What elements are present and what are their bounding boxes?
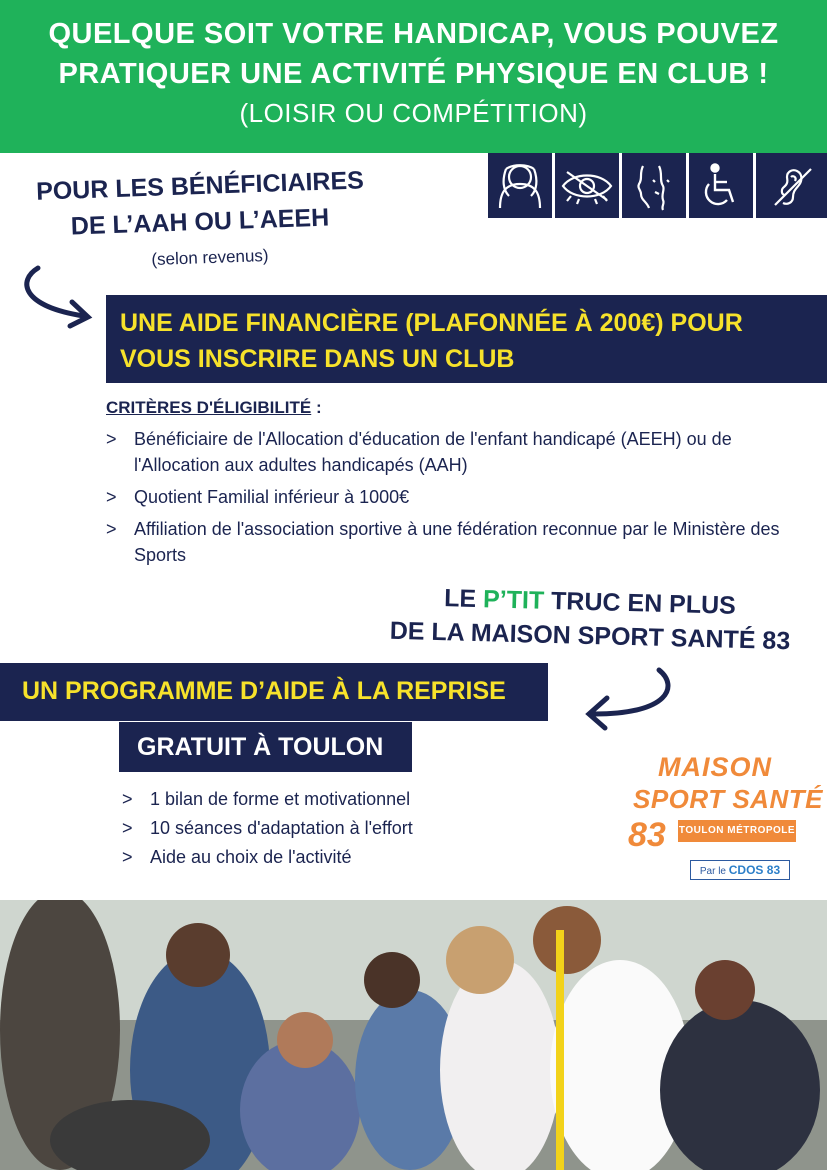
chevron-right-icon: >	[122, 789, 133, 809]
chevron-right-icon: >	[122, 818, 133, 838]
logo-by: Par le CDOS 83	[690, 860, 790, 880]
list-item: > Affiliation de l'association sportive à une fédération reconnue par le Ministère des Sports	[106, 516, 806, 568]
visual-impairment-icon	[555, 153, 619, 218]
criteria-list	[106, 426, 806, 574]
logo-line-1: MAISON	[658, 752, 772, 782]
psychic-disability-icon	[622, 153, 686, 218]
logo-number: 83	[628, 816, 666, 854]
chevron-right-icon: >	[106, 519, 117, 539]
program-list	[122, 785, 413, 872]
banner-line-3: (LOISIR OU COMPÉTITION)	[239, 98, 588, 128]
list-item: > Bénéficiaire de l'Allocation d'éducation de l'enfant handicapé (AEEH) ou de l'Allocation aux adultes handicapés (AAH)	[106, 426, 806, 478]
hearing-impairment-icon	[756, 153, 827, 218]
extra-line-1: LE P’TIT TRUC EN PLUS	[443, 584, 737, 620]
list-item: > 10 séances d'adaptation à l'effort	[122, 814, 413, 843]
curved-arrow-left-icon	[575, 664, 679, 743]
banner-line-1: QUELQUE SOIT VOTRE HANDICAP, VOUS POUVEZ	[48, 18, 779, 50]
criteria-title: CRITÈRES D'ÉLIGIBILITÉ :	[106, 398, 322, 417]
beneficiaries-line-2: DE L’AAH OU L’AEEH	[70, 203, 330, 241]
adaptive-sport-photo	[0, 900, 827, 1170]
program-title: UN PROGRAMME D’AIDE À LA REPRISE	[22, 677, 506, 705]
chevron-right-icon: >	[122, 847, 133, 867]
maison-sport-sante-logo	[628, 752, 823, 884]
beneficiaries-line-1: POUR LES BÉNÉFICIAIRES	[35, 166, 365, 206]
banner-line-2: PRATIQUER UNE ACTIVITÉ PHYSIQUE EN CLUB !	[58, 58, 769, 90]
chevron-right-icon: >	[106, 429, 117, 449]
program-title-box	[0, 663, 548, 721]
list-item: > Aide au choix de l'activité	[122, 843, 413, 872]
extra-line-2: DE LA MAISON SPORT SANTÉ 83	[389, 616, 791, 656]
list-item: > 1 bilan de forme et motivationnel	[122, 785, 413, 814]
list-item: > Quotient Familial inférieur à 1000€	[106, 484, 806, 510]
mental-disability-icon	[488, 153, 552, 218]
logo-line-2: SPORT SANTÉ	[633, 784, 823, 814]
curved-arrow-right-icon	[14, 262, 102, 337]
financial-aid-box	[106, 295, 827, 383]
logo-city: TOULON MÉTROPOLE	[678, 820, 796, 842]
free-toulon-box	[119, 722, 412, 772]
aid-line-2: VOUS INSCRIRE DANS UN CLUB	[120, 345, 515, 373]
top-banner	[0, 0, 827, 153]
chevron-right-icon: >	[106, 487, 117, 507]
beneficiaries-note: (selon revenus)	[151, 245, 269, 270]
wheelchair-icon	[689, 153, 753, 218]
disability-icons	[488, 153, 827, 218]
free-label: GRATUIT À TOULON	[137, 733, 384, 761]
aid-line-1: UNE AIDE FINANCIÈRE (PLAFONNÉE À 200€) POUR	[120, 309, 743, 337]
